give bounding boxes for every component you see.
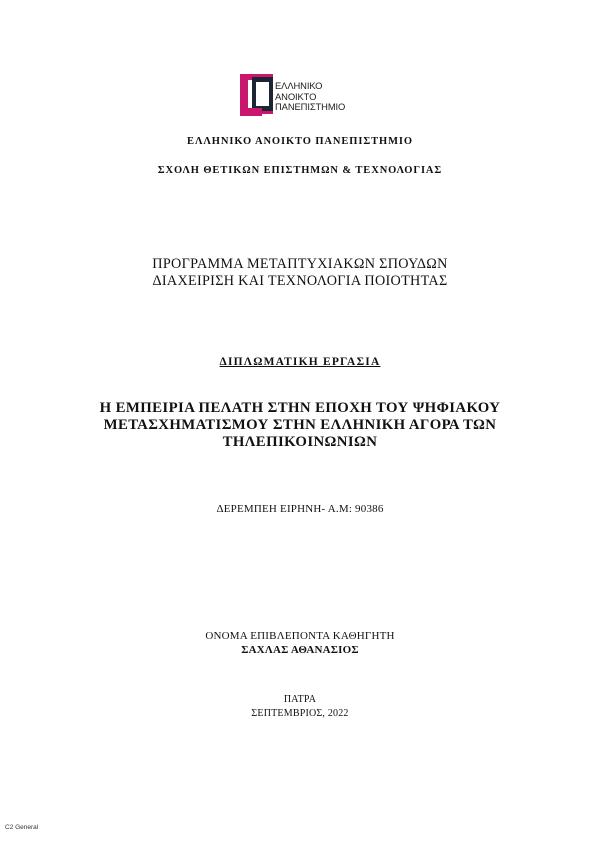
program-title <box>0 256 600 290</box>
title-line-3: ΤΗΛΕΠΙΚΟΙΝΩΝΙΩΝ <box>222 434 378 450</box>
place: ΠΑΤΡΑ <box>283 694 317 705</box>
supervisor-name: ΣΑΧΛΑΣ ΑΘΑΝΑΣΙΟΣ <box>241 644 359 656</box>
classification-label: C2 General <box>5 824 39 831</box>
thesis-label: ΔΙΠΛΩΜΑΤΙΚΗ ΕΡΓΑΣΙΑ <box>219 356 381 368</box>
supervisor-label: ΟΝΟΜΑ ΕΠΙΒΛΕΠΟΝΤΑ ΚΑΘΗΓΗΤΗ <box>205 630 395 642</box>
title-line-1: Η ΕΜΠΕΙΡΙΑ ΠΕΛΑΤΗ ΣΤΗΝ ΕΠΟΧΗ ΤΟΥ ΨΗΦΙΑΚΟΥ <box>99 400 501 416</box>
logo-line-1: ΕΛΛΗΝΙΚΟ <box>275 80 323 91</box>
program-line-1: ΠΡΟΓΡΑΜΜΑ ΜΕΤΑΠΤΥΧΙΑΚΩΝ ΣΠΟΥΔΩΝ <box>152 256 448 272</box>
school-name: ΣΧΟΛΗ ΘΕΤΙΚΩΝ ΕΠΙΣΤΗΜΩΝ & ΤΕΧΝΟΛΟΓΙΑΣ <box>157 165 443 176</box>
date: ΣΕΠΤΕΜΒΡΙΟΣ, 2022 <box>251 708 349 719</box>
thesis-title <box>0 400 600 451</box>
logo-line-3: ΠΑΝΕΠΙΣΤΗΜΙΟ <box>275 101 346 113</box>
program-line-2: ΔΙΑΧΕΙΡΙΣΗ ΚΑΙ ΤΕΧΝΟΛΟΓΙΑ ΠΟΙΟΤΗΤΑΣ <box>152 273 448 289</box>
title-line-2: ΜΕΤΑΣΧΗΜΑΤΙΣΜΟΥ ΣΤΗΝ ΕΛΛΗΝΙΚΗ ΑΓΟΡΑ ΤΩΝ <box>103 417 497 433</box>
thesis-label-wrap <box>0 352 600 370</box>
author: ΔΕΡΕΜΠΕΗ ΕΙΡΗΝΗ- Α.Μ: 90386 <box>216 503 384 515</box>
logo-text <box>275 81 345 113</box>
logo-line-2: ΑΝΟΙΚΤΟ <box>275 90 317 102</box>
university-name: ΕΛΛΗΝΙΚΟ ΑΝΟΙΚΤΟ ΠΑΝΕΠΙΣΤΗΜΙΟ <box>187 136 413 147</box>
